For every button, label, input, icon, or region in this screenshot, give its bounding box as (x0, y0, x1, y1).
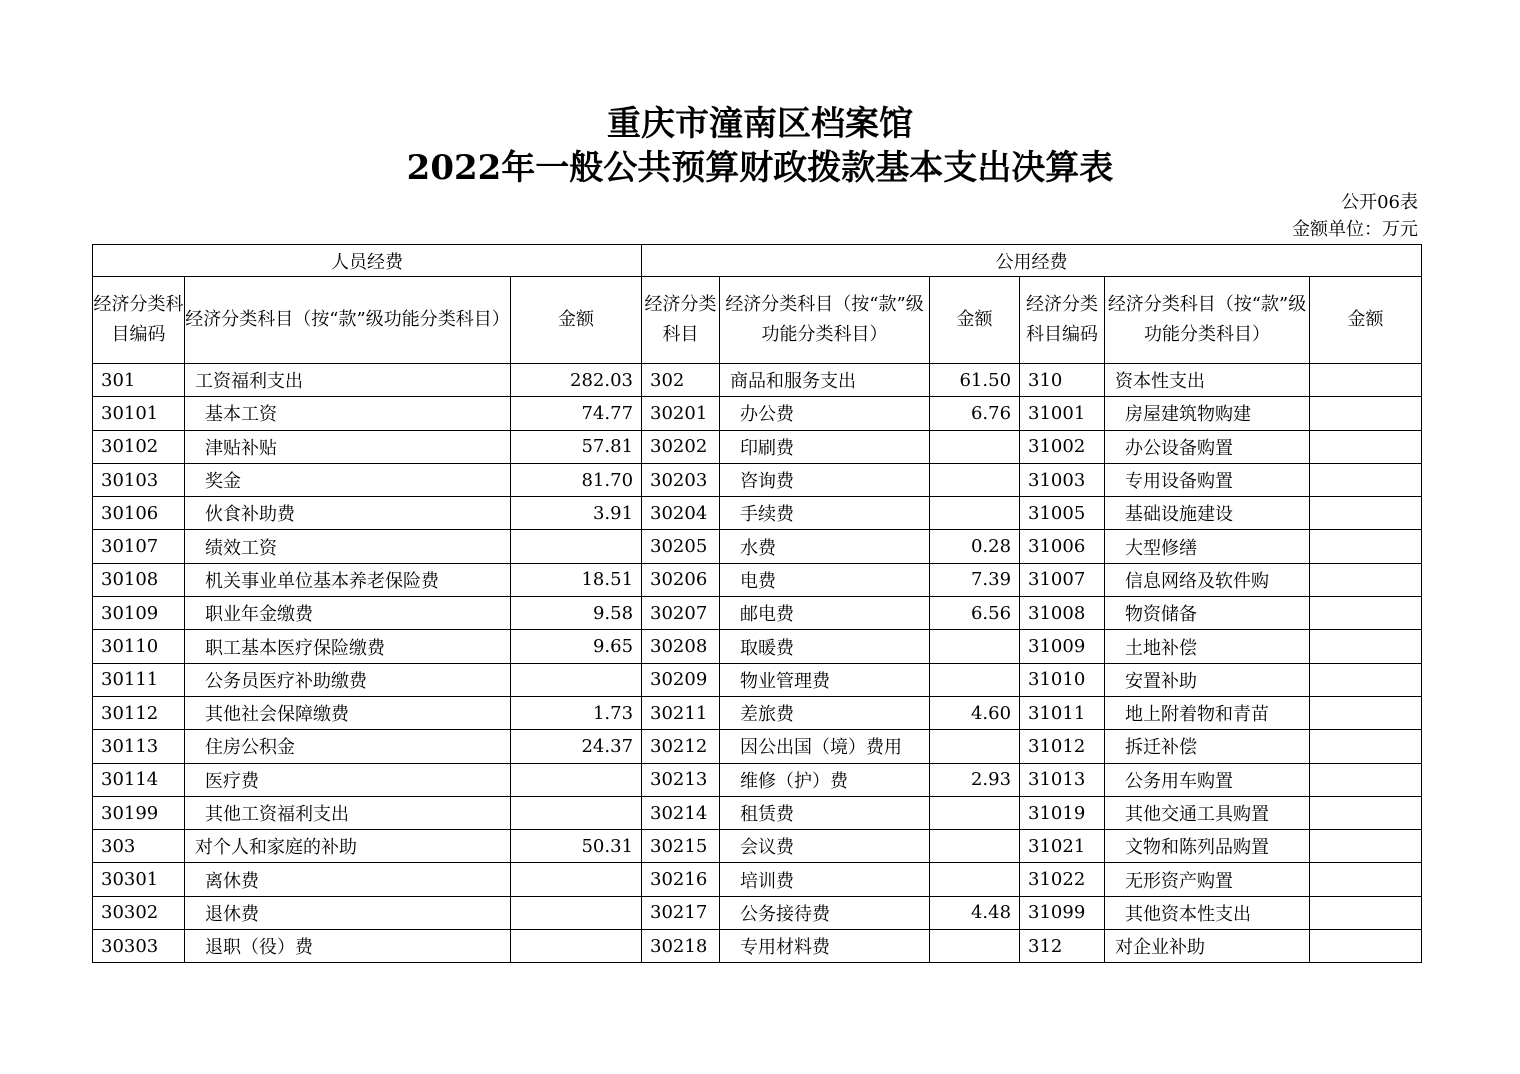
cell-capital-code: 31012 (1020, 730, 1105, 763)
cell-capital-name: 资本性支出 (1105, 364, 1310, 397)
cell-personnel-code: 30110 (93, 630, 185, 663)
table-row (93, 597, 1422, 630)
cell-personnel-name: 其他社会保障缴费 (185, 696, 511, 729)
header-public-amount: 金额 (930, 277, 1020, 364)
cell-capital-name: 大型修缮 (1105, 530, 1310, 563)
cell-personnel-amount: 81.70 (511, 463, 642, 496)
cell-public-name: 电费 (720, 563, 930, 596)
cell-personnel-code: 30102 (93, 430, 185, 463)
group-header-row (93, 245, 1422, 277)
cell-personnel-name: 其他工资福利支出 (185, 796, 511, 829)
cell-personnel-code: 30114 (93, 763, 185, 796)
cell-capital-amount (1310, 863, 1422, 896)
cell-personnel-code: 30112 (93, 696, 185, 729)
group-header-personnel: 人员经费 (93, 245, 642, 277)
cell-capital-code: 31019 (1020, 796, 1105, 829)
cell-public-code: 30201 (642, 397, 720, 430)
cell-capital-amount (1310, 597, 1422, 630)
cell-capital-amount (1310, 930, 1422, 963)
table-row (93, 830, 1422, 863)
cell-capital-code: 31005 (1020, 497, 1105, 530)
cell-capital-name: 其他交通工具购置 (1105, 796, 1310, 829)
cell-public-amount: 6.76 (930, 397, 1020, 430)
header-capital-name: 经济分类科目（按“款”级功能分类科目） (1105, 277, 1310, 364)
cell-capital-name: 土地补偿 (1105, 630, 1310, 663)
table-row (93, 630, 1422, 663)
cell-public-name: 差旅费 (720, 696, 930, 729)
cell-capital-name: 安置补助 (1105, 663, 1310, 696)
cell-personnel-name: 对个人和家庭的补助 (185, 830, 511, 863)
cell-personnel-amount: 9.65 (511, 630, 642, 663)
cell-personnel-amount (511, 796, 642, 829)
cell-personnel-amount: 57.81 (511, 430, 642, 463)
cell-personnel-name: 机关事业单位基本养老保险费 (185, 563, 511, 596)
table-row (93, 497, 1422, 530)
header-public-code: 经济分类科目 (642, 277, 720, 364)
cell-capital-amount (1310, 397, 1422, 430)
cell-public-code: 30216 (642, 863, 720, 896)
cell-capital-amount (1310, 497, 1422, 530)
column-header-row (93, 277, 1422, 364)
cell-public-amount (930, 830, 1020, 863)
cell-personnel-amount: 74.77 (511, 397, 642, 430)
cell-public-name: 专用材料费 (720, 930, 930, 963)
cell-personnel-code: 30113 (93, 730, 185, 763)
cell-public-code: 30214 (642, 796, 720, 829)
cell-personnel-name: 绩效工资 (185, 530, 511, 563)
cell-capital-amount (1310, 830, 1422, 863)
cell-capital-amount (1310, 530, 1422, 563)
header-personnel-code: 经济分类科目编码 (93, 277, 185, 364)
cell-public-amount (930, 796, 1020, 829)
cell-personnel-name: 工资福利支出 (185, 364, 511, 397)
cell-personnel-amount: 18.51 (511, 563, 642, 596)
cell-public-code: 30217 (642, 896, 720, 929)
cell-personnel-amount: 9.58 (511, 597, 642, 630)
cell-capital-code: 31003 (1020, 463, 1105, 496)
table-row (93, 796, 1422, 829)
cell-capital-amount (1310, 696, 1422, 729)
cell-capital-name: 拆迁补偿 (1105, 730, 1310, 763)
cell-personnel-code: 30103 (93, 463, 185, 496)
cell-public-code: 302 (642, 364, 720, 397)
cell-capital-name: 信息网络及软件购 (1105, 563, 1310, 596)
cell-personnel-code: 303 (93, 830, 185, 863)
cell-capital-amount (1310, 364, 1422, 397)
header-capital-code: 经济分类科目编码 (1020, 277, 1105, 364)
cell-capital-code: 31009 (1020, 630, 1105, 663)
cell-public-amount (930, 630, 1020, 663)
cell-public-name: 印刷费 (720, 430, 930, 463)
cell-capital-name: 公务用车购置 (1105, 763, 1310, 796)
cell-public-amount (930, 463, 1020, 496)
cell-public-amount: 0.28 (930, 530, 1020, 563)
cell-public-code: 30205 (642, 530, 720, 563)
cell-personnel-code: 30303 (93, 930, 185, 963)
group-header-public: 公用经费 (642, 245, 1422, 277)
amount-unit: 金额单位：万元 (1292, 219, 1418, 240)
cell-public-name: 水费 (720, 530, 930, 563)
cell-public-name: 办公费 (720, 397, 930, 430)
cell-public-name: 取暖费 (720, 630, 930, 663)
cell-personnel-code: 301 (93, 364, 185, 397)
cell-personnel-name: 退职（役）费 (185, 930, 511, 963)
table-row (93, 863, 1422, 896)
cell-personnel-name: 职工基本医疗保险缴费 (185, 630, 511, 663)
cell-capital-amount (1310, 630, 1422, 663)
cell-capital-code: 31099 (1020, 896, 1105, 929)
header-personnel-name: 经济分类科目（按“款”级功能分类科目） (185, 277, 511, 364)
cell-personnel-amount: 24.37 (511, 730, 642, 763)
cell-public-name: 公务接待费 (720, 896, 930, 929)
page-subtitle: 2022年一般公共预算财政拨款基本支出决算表 (406, 148, 1114, 188)
cell-capital-code: 31008 (1020, 597, 1105, 630)
cell-capital-name: 对企业补助 (1105, 930, 1310, 963)
cell-capital-amount (1310, 730, 1422, 763)
cell-capital-amount (1310, 663, 1422, 696)
cell-personnel-code: 30301 (93, 863, 185, 896)
cell-capital-code: 31007 (1020, 563, 1105, 596)
cell-capital-name: 物资储备 (1105, 597, 1310, 630)
cell-public-name: 邮电费 (720, 597, 930, 630)
table-row (93, 763, 1422, 796)
cell-capital-amount (1310, 763, 1422, 796)
cell-personnel-name: 津贴补贴 (185, 430, 511, 463)
cell-public-code: 30212 (642, 730, 720, 763)
cell-capital-name: 专用设备购置 (1105, 463, 1310, 496)
cell-public-amount: 4.60 (930, 696, 1020, 729)
cell-capital-name: 其他资本性支出 (1105, 896, 1310, 929)
cell-public-amount (930, 663, 1020, 696)
cell-public-name: 物业管理费 (720, 663, 930, 696)
cell-public-amount: 7.39 (930, 563, 1020, 596)
cell-public-name: 咨询费 (720, 463, 930, 496)
cell-capital-code: 31010 (1020, 663, 1105, 696)
cell-personnel-amount: 282.03 (511, 364, 642, 397)
cell-capital-name: 地上附着物和青苗 (1105, 696, 1310, 729)
cell-capital-name: 房屋建筑物购建 (1105, 397, 1310, 430)
cell-personnel-code: 30106 (93, 497, 185, 530)
cell-personnel-code: 30109 (93, 597, 185, 630)
cell-public-code: 30206 (642, 563, 720, 596)
table-row (93, 530, 1422, 563)
cell-public-code: 30203 (642, 463, 720, 496)
header-public-name: 经济分类科目（按“款”级功能分类科目） (720, 277, 930, 364)
cell-public-name: 会议费 (720, 830, 930, 863)
cell-capital-name: 基础设施建设 (1105, 497, 1310, 530)
cell-public-name: 因公出国（境）费用 (720, 730, 930, 763)
cell-public-amount (930, 430, 1020, 463)
table-row (93, 930, 1422, 963)
cell-personnel-amount: 50.31 (511, 830, 642, 863)
cell-public-code: 30204 (642, 497, 720, 530)
cell-public-code: 30208 (642, 630, 720, 663)
cell-personnel-name: 退休费 (185, 896, 511, 929)
cell-capital-code: 31002 (1020, 430, 1105, 463)
cell-capital-amount (1310, 796, 1422, 829)
cell-public-name: 手续费 (720, 497, 930, 530)
cell-personnel-name: 职业年金缴费 (185, 597, 511, 630)
cell-capital-name: 办公设备购置 (1105, 430, 1310, 463)
cell-public-code: 30202 (642, 430, 720, 463)
table-row (93, 663, 1422, 696)
table-row (93, 463, 1422, 496)
cell-personnel-amount: 1.73 (511, 696, 642, 729)
cell-public-code: 30209 (642, 663, 720, 696)
cell-personnel-amount (511, 930, 642, 963)
cell-capital-amount (1310, 430, 1422, 463)
budget-table (92, 244, 1422, 963)
cell-public-code: 30218 (642, 930, 720, 963)
table-row (93, 696, 1422, 729)
cell-personnel-code: 30199 (93, 796, 185, 829)
cell-personnel-amount (511, 863, 642, 896)
cell-public-amount: 61.50 (930, 364, 1020, 397)
cell-capital-amount (1310, 563, 1422, 596)
table-row (93, 430, 1422, 463)
cell-personnel-amount: 3.91 (511, 497, 642, 530)
cell-public-amount (930, 863, 1020, 896)
cell-public-name: 培训费 (720, 863, 930, 896)
cell-personnel-code: 30108 (93, 563, 185, 596)
cell-personnel-amount (511, 663, 642, 696)
table-row (93, 364, 1422, 397)
header-personnel-amount: 金额 (511, 277, 642, 364)
cell-public-code: 30207 (642, 597, 720, 630)
cell-public-amount (930, 930, 1020, 963)
cell-personnel-name: 奖金 (185, 463, 511, 496)
cell-capital-code: 31013 (1020, 763, 1105, 796)
cell-personnel-name: 离休费 (185, 863, 511, 896)
cell-capital-code: 31021 (1020, 830, 1105, 863)
cell-capital-code: 31011 (1020, 696, 1105, 729)
cell-personnel-amount (511, 763, 642, 796)
cell-personnel-amount (511, 896, 642, 929)
cell-public-amount (930, 730, 1020, 763)
cell-personnel-name: 医疗费 (185, 763, 511, 796)
page-title: 重庆市潼南区档案馆 (607, 104, 913, 144)
table-row (93, 397, 1422, 430)
table-row (93, 563, 1422, 596)
cell-personnel-code: 30107 (93, 530, 185, 563)
cell-personnel-amount (511, 530, 642, 563)
cell-personnel-code: 30302 (93, 896, 185, 929)
cell-capital-amount (1310, 896, 1422, 929)
cell-personnel-code: 30101 (93, 397, 185, 430)
cell-public-code: 30215 (642, 830, 720, 863)
cell-capital-code: 31022 (1020, 863, 1105, 896)
cell-capital-name: 无形资产购置 (1105, 863, 1310, 896)
cell-public-amount: 4.48 (930, 896, 1020, 929)
cell-capital-name: 文物和陈列品购置 (1105, 830, 1310, 863)
cell-personnel-name: 基本工资 (185, 397, 511, 430)
cell-personnel-code: 30111 (93, 663, 185, 696)
cell-personnel-name: 住房公积金 (185, 730, 511, 763)
cell-public-amount: 6.56 (930, 597, 1020, 630)
header-capital-amount: 金额 (1310, 277, 1422, 364)
cell-public-name: 商品和服务支出 (720, 364, 930, 397)
cell-capital-amount (1310, 463, 1422, 496)
cell-capital-code: 31001 (1020, 397, 1105, 430)
cell-public-amount: 2.93 (930, 763, 1020, 796)
cell-personnel-name: 公务员医疗补助缴费 (185, 663, 511, 696)
cell-capital-code: 310 (1020, 364, 1105, 397)
cell-public-name: 租赁费 (720, 796, 930, 829)
table-row (93, 730, 1422, 763)
cell-capital-code: 31006 (1020, 530, 1105, 563)
table-row (93, 896, 1422, 929)
cell-public-amount (930, 497, 1020, 530)
form-number: 公开06表 (1341, 192, 1418, 213)
cell-public-name: 维修（护）费 (720, 763, 930, 796)
cell-personnel-name: 伙食补助费 (185, 497, 511, 530)
cell-public-code: 30213 (642, 763, 720, 796)
cell-public-code: 30211 (642, 696, 720, 729)
cell-capital-code: 312 (1020, 930, 1105, 963)
